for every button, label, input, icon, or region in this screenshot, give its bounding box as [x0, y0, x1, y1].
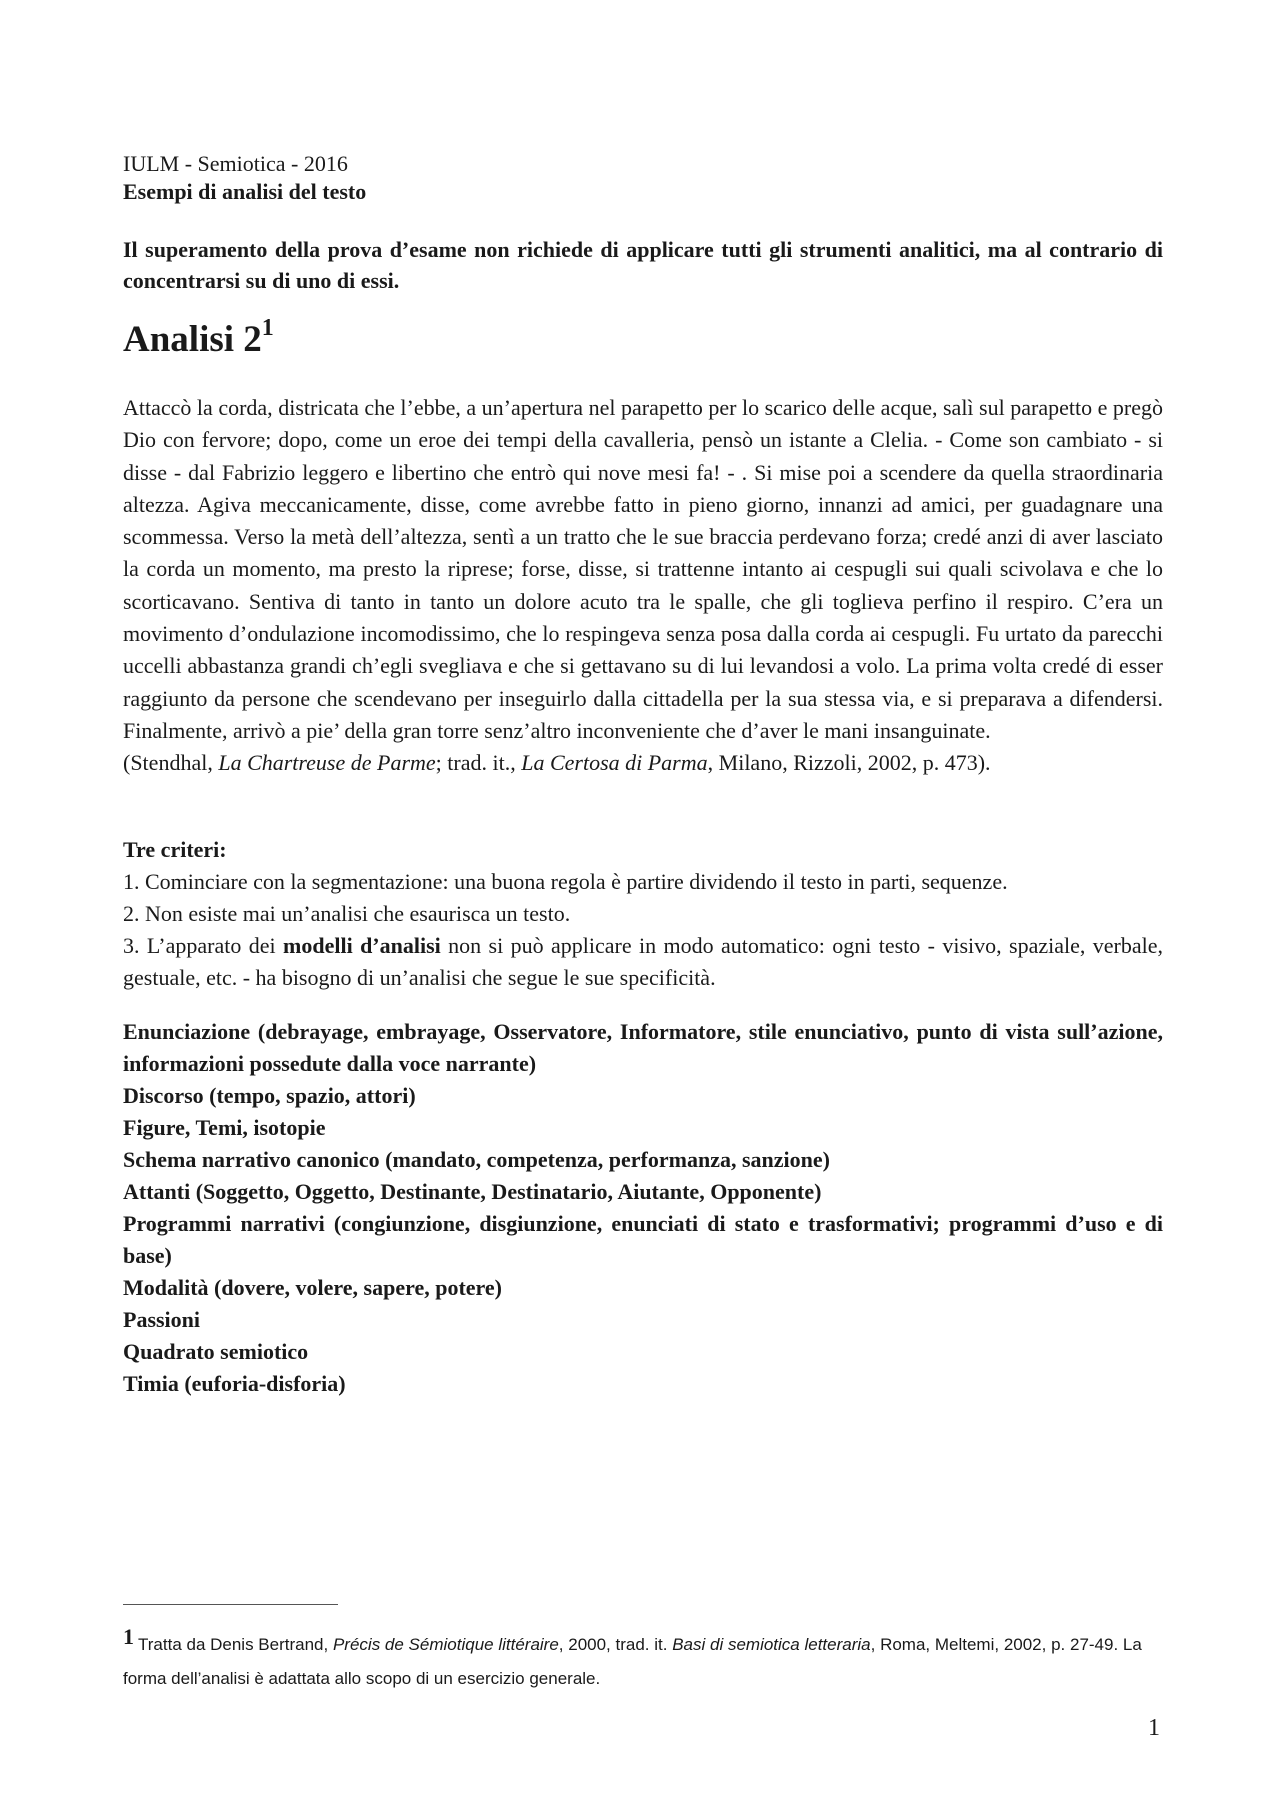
footnote-mark: 1 — [123, 1624, 134, 1649]
tool-item: Discorso (tempo, spazio, attori) — [123, 1082, 416, 1108]
document-subtitle: Esempi di analisi del testo — [123, 179, 367, 204]
tool-item: Figure, Temi, isotopie — [123, 1114, 326, 1140]
tool-item: Programmi narrativi (congiunzione, disgiunzione, enunciati di stato e trasformativi; programmi d’uso e di base) — [123, 1210, 1163, 1268]
tool-item: Quadrato semiotico — [123, 1338, 309, 1364]
citation-close: , Milano, Rizzoli, 2002, p. 473). — [707, 750, 991, 776]
citation-title-fr: La Chartreuse de Parme — [218, 750, 436, 776]
citation-title-it: La Certosa di Parma — [521, 750, 708, 776]
exam-notice: Il superamento della prova d’esame non richiede di applicare tutti gli strumenti analitici, ma al contrario di concentrarsi su di uno di essi. — [123, 237, 1163, 293]
footnote-mid: , 2000, trad. it. — [558, 1635, 673, 1654]
analysis-title — [123, 315, 1163, 362]
tool-item: Schema narrativo canonico (mandato, competenza, performanza, sanzione) — [123, 1146, 830, 1172]
passage-citation — [123, 747, 1163, 779]
analysis-tools-list — [123, 1016, 1163, 1400]
tool-item: Passioni — [123, 1306, 201, 1332]
footnote-divider — [123, 1604, 338, 1605]
footnote-title-fr: Précis de Sémiotique littéraire — [332, 1635, 559, 1654]
tool-item: Enunciazione (debrayage, embrayage, Osservatore, Informatore, stile enunciativo, punto di vista sull’azione, informazioni possedute dalla voce narrante) — [123, 1018, 1163, 1076]
tool-item: Modalità (dovere, volere, sapere, potere) — [123, 1274, 502, 1300]
document-page — [123, 150, 1163, 1400]
criteria-item-3-before: 3. L’apparato dei — [123, 932, 284, 958]
citation-mid: ; trad. it., — [435, 750, 522, 776]
criteria-item-2: 2. Non esiste mai un’analisi che esaurisca un testo. — [123, 900, 571, 926]
criteria-item-3-after: non si può applicare in modo automatico: ogni testo - visivo, spaziale, verbale, gestuale, etc. - ha bisogno di un’analisi che segue le sue specificità. — [123, 932, 1163, 990]
analysis-title-text: Analisi 2 — [123, 319, 262, 360]
footnote — [123, 1620, 1163, 1696]
criteria-section — [123, 834, 1163, 994]
page-number: 1 — [1148, 1715, 1160, 1741]
footnote-reference[interactable]: 1 — [261, 315, 274, 341]
criteria-item-1: 1. Cominciare con la segmentazione: una buona regola è partire dividendo il testo in parti, sequenze. — [123, 868, 1008, 894]
footnote-title-it: Basi di semiotica letteraria — [672, 1635, 871, 1654]
tool-item: Attanti (Soggetto, Oggetto, Destinante, Destinatario, Aiutante, Opponente) — [123, 1178, 822, 1204]
passage-text: Attaccò la corda, districata che l’ebbe, a un’apertura nel parapetto per lo scarico delle acque, salì sul parapetto e pregò Dio con fervore; dopo, come un eroe dei tempi della cavalleria, pensò un istante a Clelia. - Come son cambiato - si disse - dal Fabrizio leggero e libertino che entrò qui nove mesi fa! - . Si mise poi a scendere da quella straordinaria altezza. Agiva meccanicamente, disse, come avrebbe fatto in pieno giorno, innanzi ad amici, per guadagnare una scommessa. Verso la metà dell’altezza, sentì a un tratto che le sue braccia perdevano forza; credé anzi di aver lasciato la corda un momento, ma presto la riprese; forse, disse, si trattenne intanto ai cespugli sui quali scivolava e che lo scorticavano. Sentiva di tanto in tanto un dolore acuto tra le spalle, che gli toglieva perfino il respiro. C’era un movimento d’ondulazione incomodissimo, che lo respingeva senza posa dalla corda ai cespugli. Fu urtato da parecchi uccelli abbastanza grandi ch’egli svegliava e che si gettavano su di lui levandosi a volo. La prima volta credé di esser raggiunto da persone che scendevano per inseguirlo dalla cittadella per la sua stessa via, e si preparava a difendersi. Finalmente, arrivò a pie’ della gran torre senz’altro inconveniente che d’aver le mani insanguinate. — [123, 395, 1163, 743]
footnote-after: , Roma, Meltemi, 2002, p. 27-49. La forma dell’analisi è adattata allo scopo di un esercizio generale. — [123, 1635, 1142, 1688]
course-header: IULM - Semiotica - 2016 — [123, 151, 348, 176]
criteria-item-3-bold: modelli d’analisi — [283, 932, 441, 958]
footnote-before: Tratta da Denis Bertrand, — [138, 1635, 333, 1654]
citation-open: (Stendhal, — [123, 750, 219, 776]
quoted-passage — [123, 392, 1163, 780]
criteria-item-3 — [123, 930, 1163, 994]
criteria-heading: Tre criteri: — [123, 836, 227, 862]
tool-item: Timia (euforia-disforia) — [123, 1370, 346, 1396]
